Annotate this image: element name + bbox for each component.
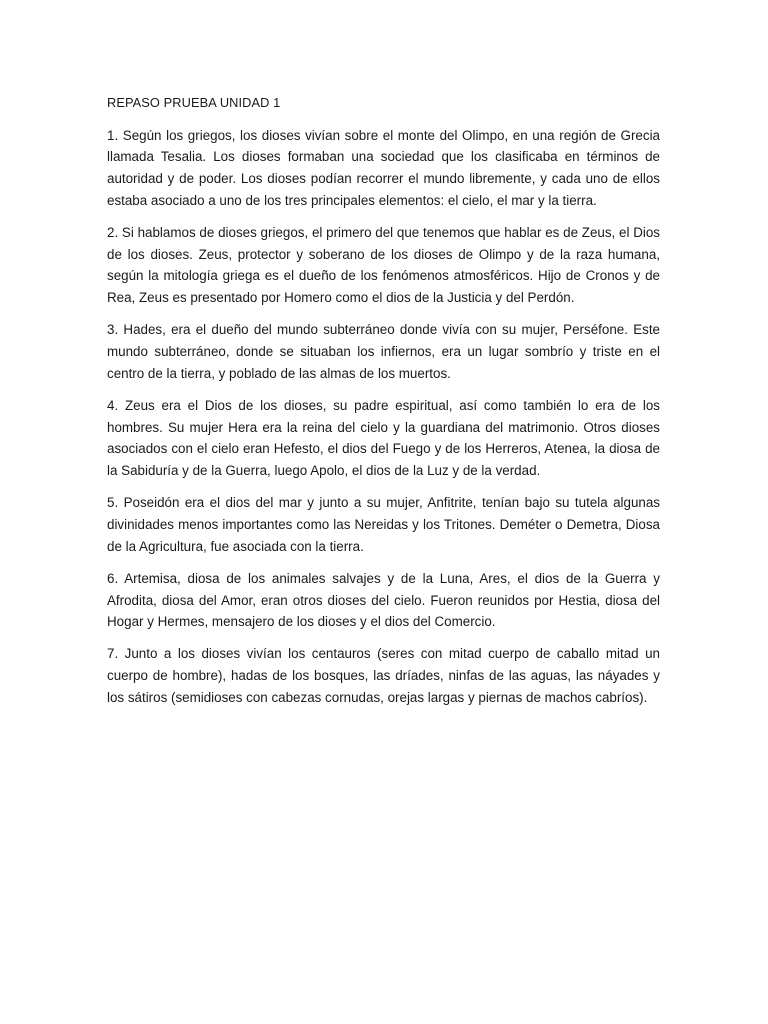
paragraph-4: 4. Zeus era el Dios de los dioses, su padre espiritual, así como también lo era de los hombres. Su mujer Hera era la reina del cielo y la guardiana del matrimonio. Otros dioses asociados con el cielo eran Hefesto, el dios del Fuego y de los Herreros, Atenea, la diosa de la Sabiduría y de la Guerra, luego Apolo, el dios de la Luz y de la verdad. <box>107 397 660 479</box>
document-title: REPASO PRUEBA UNIDAD 1 <box>107 95 281 110</box>
paragraph-1: 1. Según los griegos, los dioses vivían sobre el monte del Olimpo, en una región de Grecia llamada Tesalia. Los dioses formaban una sociedad que los clasificaba en términos de autoridad y de poder. Los dioses podían recorrer el mundo libremente, y cada uno de ellos estaba asociado a uno de los tres principales elementos: el cielo, el mar y la tierra. <box>107 127 660 208</box>
paragraph-2: 2. Si hablamos de dioses griegos, el primero del que tenemos que hablar es de Zeus, el Dios de los dioses. Zeus, protector y soberano de los dioses de Olimpo y de la raza humana, según la mitología griega es el dueño de los fenómenos atmosféricos. Hijo de Cronos y de Rea, Zeus es presentado por Homero como el dios de la Justicia y del Perdón. <box>107 225 660 306</box>
paragraph-7: 7. Junto a los dioses vivían los centauros (seres con mitad cuerpo de caballo mitad un cuerpo de hombre), hadas de los bosques, las dríades, ninfas de las aguas, las náyades y los sátiros (semidioses con cabezas cornudas, orejas largas y piernas de machos cabríos). <box>107 646 660 705</box>
paragraph-5: 5. Poseidón era el dios del mar y junto a su mujer, Anfitrite, tenían bajo su tutela algunas divinidades menos importantes como las Nereidas y los Tritones. Deméter o Demetra, Diosa de la Agricultura, fue asociada con la tierra. <box>107 495 660 554</box>
paragraph-6: 6. Artemisa, diosa de los animales salvajes y de la Luna, Ares, el dios de la Guerra y Afrodita, diosa del Amor, eran otros dioses del cielo. Fueron reunidos por Hestia, diosa del Hogar y Hermes, mensajero de los dioses y el dios del Comercio. <box>107 570 660 630</box>
document-body <box>107 92 660 719</box>
paragraph-3: 3. Hades, era el dueño del mundo subterráneo donde vivía con su mujer, Perséfone. Este mundo subterráneo, donde se situaban los infiernos, era un lugar sombrío y triste en el centro de la tierra, y poblado de las almas de los muertos. <box>107 322 660 381</box>
